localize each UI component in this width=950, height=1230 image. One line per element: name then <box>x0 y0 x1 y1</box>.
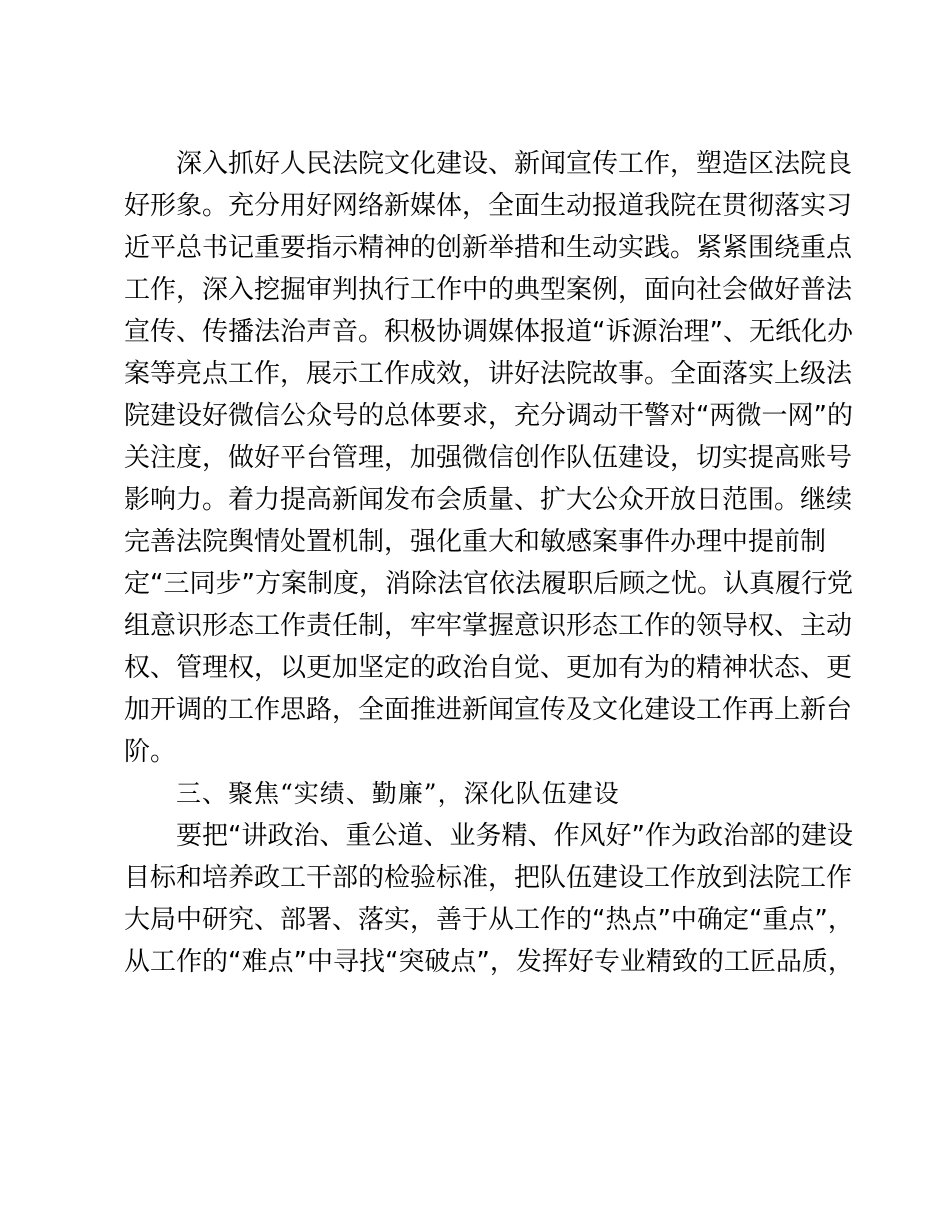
paragraph-line: 关注度，做好平台管理，加强微信创作队伍建设，切实提高账号 <box>124 443 853 473</box>
paragraph-line: 定“三同步”方案制度，消除法官依法履职后顾之忧。认真履行党 <box>124 569 853 599</box>
paragraph-line: 影响力。着力提高新闻发布会质量、扩大公众开放日范围。继续 <box>124 485 853 515</box>
paragraph-line: 组意识形态工作责任制，牢牢掌握意识形态工作的领导权、主动 <box>124 611 853 641</box>
paragraph-line: 近平总书记重要指示精神的创新举措和生动实践。紧紧围绕重点 <box>124 233 853 263</box>
paragraph-line: 完善法院舆情处置机制，强化重大和敏感案事件办理中提前制 <box>124 527 827 557</box>
paragraph-line: 目标和培养政工干部的检验标准，把队伍建设工作放到法院工作 <box>124 863 853 893</box>
paragraph-line: 从工作的“难点”中寻找“突破点”，发挥好专业精致的工匠品质， <box>124 947 854 977</box>
section-heading: 三、聚焦“实绩、勤廉”，深化队伍建设 <box>124 779 620 808</box>
paragraph-line: 工作，深入挖掘审判执行工作中的典型案例，面向社会做好普法 <box>124 275 853 305</box>
paragraph-line: 阶。 <box>124 737 177 767</box>
paragraph-line: 宣传、传播法治声音。积极协调媒体报道“诉源治理”、无纸化办 <box>124 317 853 347</box>
paragraph-line: 加开调的工作思路，全面推进新闻宣传及文化建设工作再上新台 <box>124 695 853 725</box>
paragraph-line: 权、管理权，以更加坚定的政治自觉、更加有为的精神状态、更 <box>124 653 853 683</box>
paragraph-line: 案等亮点工作，展示工作成效，讲好法院故事。全面落实上级法 <box>124 359 853 389</box>
paragraph-line: 要把“讲政治、重公道、业务精、作风好”作为政治部的建设 <box>124 821 853 851</box>
document-body <box>124 143 854 983</box>
paragraph-line: 院建设好微信公众号的总体要求，充分调动干警对“两微一网”的 <box>124 401 853 431</box>
paragraph-line: 大局中研究、部署、落实，善于从工作的“热点”中确定“重点”， <box>124 905 854 935</box>
paragraph-line: 深入抓好人民法院文化建设、新闻宣传工作，塑造区法院良 <box>124 149 853 179</box>
paragraph-line: 好形象。充分用好网络新媒体，全面生动报道我院在贯彻落实习 <box>124 191 853 221</box>
